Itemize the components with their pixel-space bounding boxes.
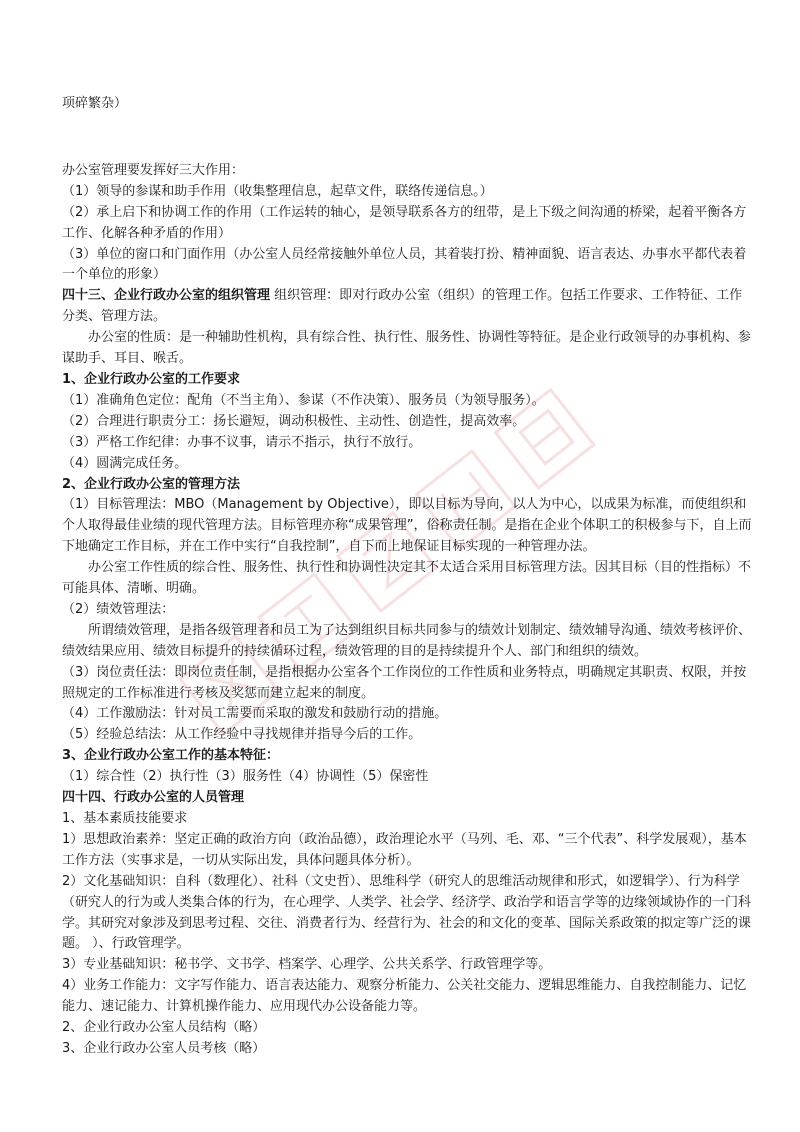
text-line: （3）严格工作纪律：办事不议事，请示不指示，执行不放行。: [62, 434, 422, 450]
text-line: （2）合理进行职责分工：扬长避短，调动积极性、主动性、创造性，提高效率。: [62, 413, 526, 429]
text-line: 1）思想政治素养：坚定正确的政治方向（政治品德），政治理论水平（马列、毛、邓、“三个代表”、科学发展观），基本工作方法（实事求是，一切从实际出发，具体问题具体分析）。: [62, 831, 747, 868]
text-line: （3）岗位责任法：即岗位责任制，是指根据办公室各个工作岗位的工作性质和业务特点，明确规定其职责、权限，并按照规定的工作标准进行考核及奖惩而建立起来的制度。: [62, 664, 747, 701]
text-line: （4）工作激励法：针对员工需要而采取的激发和鼓励行动的措施。: [62, 706, 448, 722]
text-line: （3）单位的窗口和门面作用（办公室人员经常接触外单位人员，其着装打扮、精神面貌、语言表达、办事水平都代表着一个单位的形象）: [62, 246, 747, 283]
text-line: 3）专业基础知识：秘书学、文书学、档案学、心理学、公共关系学、行政管理学等。: [62, 957, 552, 973]
text-line: （1）准确角色定位：配角（不当主角）、参谋（不作决策）、服务员（为领导服务）。: [62, 392, 545, 408]
text-line: 办公室工作性质的综合性、服务性、执行性和协调性决定其不太适合采用目标管理方法。因其目标（目的性指标）不可能具体、清晰、明确。: [62, 560, 752, 597]
text-line: 1、基本素质技能要求: [62, 811, 188, 826]
text-line: 项碎繁杂）: [62, 96, 128, 111]
text-line: 所谓绩效管理，是指各级管理者和员工为了达到组织目标共同参与的绩效计划制定、绩效辅导沟通、绩效考核评价、绩效结果应用、绩效目标提升的持续循环过程，绩效管理的目的是持续提升个人、部门和组织的绩效。: [62, 622, 752, 659]
text-line: 2、企业行政办公室人员结构（略）: [62, 1020, 266, 1036]
text-line: （1）综合性（2）执行性（3）服务性（4）协调性（5）保密性: [62, 769, 429, 785]
text-line: 4）业务工作能力：文字写作能力、语言表达能力、观察分析能力、公关社交能力、逻辑思维能力、自我控制能力、记忆能力、速记能力、计算机操作能力、应用现代办公设备能力等。: [62, 978, 747, 1015]
section-heading: 2、企业行政办公室的管理方法: [62, 476, 241, 492]
text-line: （5）经验总结法：从工作经验中寻找规律并指导今后的工作。: [62, 727, 422, 743]
text-line: 办公室管理要发挥好三大作用：: [62, 162, 245, 178]
section-heading: 四十四、行政办公室的人员管理: [62, 790, 245, 806]
text-line: 2）文化基础知识：自科（数理化）、社科（文史哲）、思维科学（研究人的思维活动规律和形式，如逻辑学）、行为科学（研究人的行为或人类集合体的行为，在心理学、人类学、社会学、经济学、政治学和语言学等的边缘领域协作的一门科学。其研究对象涉及到思考过程、交往、消费者行为、经营行为、社会的和文化的变革、国际关系政策的拟定等广泛的课题。 ）、行政管理学。: [62, 873, 752, 952]
section-heading: 四十三、企业行政办公室的组织管理: [62, 288, 271, 304]
text-line: （2）承上启下和协调工作的作用（工作运转的轴心，是领导联系各方的纽带，是上下级之间沟通的桥梁，起着平衡各方工作、化解各种矛盾的作用）: [62, 204, 747, 241]
document-body: [62, 94, 752, 1060]
text-line: （4）圆满完成任务。: [62, 455, 188, 471]
section-heading-paragraph: [62, 286, 752, 328]
blank-line: [62, 128, 752, 148]
section-heading: 1、企业行政办公室的工作要求: [62, 371, 241, 387]
text-line: （1）目标管理法：MBO（Management by Objective），即以目标为导向，以人为中心，以成果为标准，而使组织和个人取得最佳业绩的现代管理方法。目标管理亦称“成果管理”，俗称责任制。是指在企业个体职工的积极参与下，自上而下地确定工作目标，并在工作中实行“自我控制”，自下而上地保证目标实现的一种管理办法。: [62, 497, 752, 555]
text-line: 3、企业行政办公室人员考核（略）: [62, 1040, 266, 1056]
text-line: （1）领导的参谋和助手作用（收集整理信息，起草文件，联络传递信息。）: [62, 183, 493, 199]
section-intro-text: 组织管理：即对行政办公室（组织）的管理工作。包括工作要求、工作特征、工作分类、管理方法。: [62, 288, 743, 325]
text-line: （2）绩效管理法：: [62, 601, 175, 617]
section-heading: 3、企业行政办公室工作的基本特征：: [62, 748, 280, 764]
text-line: 办公室的性质：是一种辅助性机构，具有综合性、执行性、服务性、协调性等特征。是企业行政领导的办事机构、参谋助手、耳目、喉舌。: [62, 330, 752, 367]
